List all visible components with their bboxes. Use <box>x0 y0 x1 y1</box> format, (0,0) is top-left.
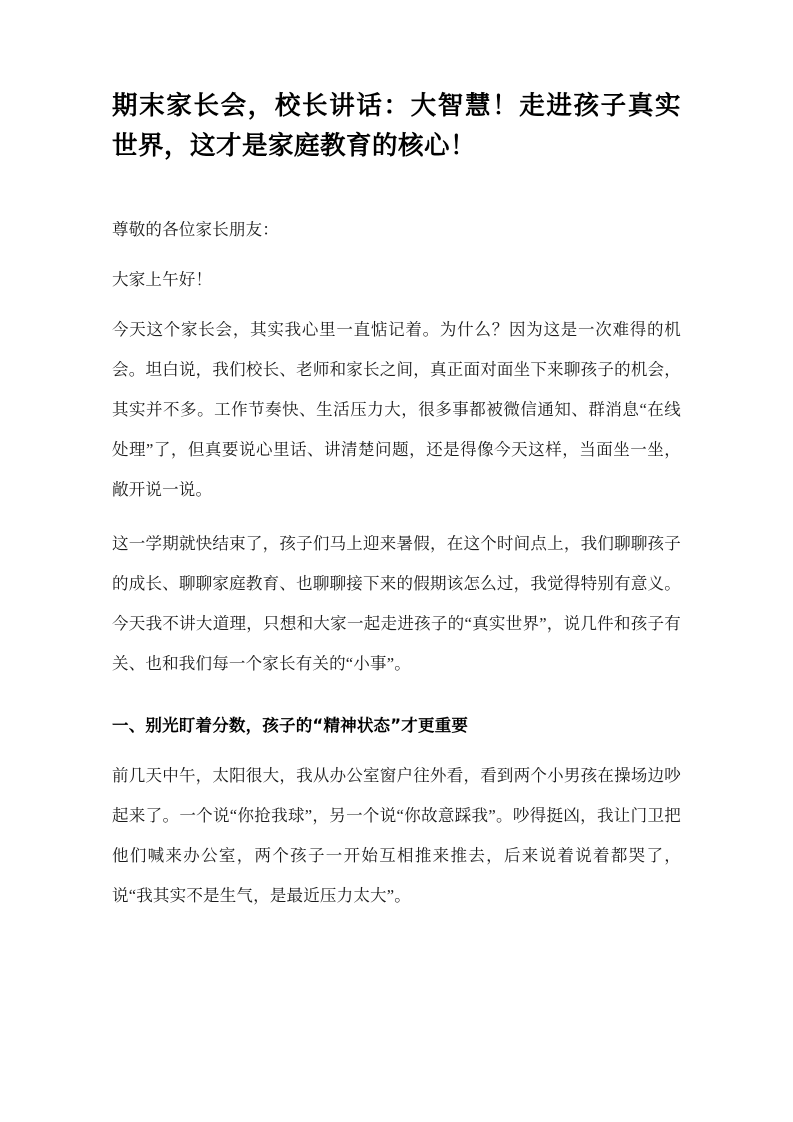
section-paragraph-1: 前几天中午，太阳很大，我从办公室窗户往外看，看到两个小男孩在操场边吵起来了。一个说“你抢我球”，另一个说“你故意踩我”。吵得挺凶，我让门卫把他们喊来办公室，两个孩子一开始互相推来推去，后来说着说着都哭了，说“我其实不是生气，是最近压力太大”。 <box>112 766 681 905</box>
page-title: 期末家长会，校长讲话：大智慧！走进孩子真实世界，这才是家庭教育的核心！ <box>112 91 681 161</box>
body-paragraph-2: 这一学期就快结束了，孩子们马上迎来暑假，在这个时间点上，我们聊聊孩子的成长、聊聊家庭教育、也聊聊接下来的假期该怎么过，我觉得特别有意义。今天我不讲大道理，只想和大家一起走进孩子的“真实世界”，说几件和孩子有关、也和我们每一个家长有关的“小事”。 <box>112 534 681 673</box>
greeting-paragraph: 大家上午好！ <box>112 270 213 289</box>
body-paragraph-1: 今天这个家长会，其实我心里一直惦记着。为什么？因为这是一次难得的机会。坦白说，我们校长、老师和家长之间，真正面对面坐下来聊孩子的机会，其实并不多。工作节奏快、生活压力大，很多事都被微信通知、群消息“在线处理”了，但真要说心里话、讲清楚问题，还是得像今天这样，当面坐一坐，敞开说一说。 <box>112 320 681 499</box>
salutation-paragraph: 尊敬的各位家长朋友： <box>112 220 279 239</box>
section-heading-1: 一、别光盯着分数，孩子的“精神状态”才更重要 <box>112 716 469 735</box>
